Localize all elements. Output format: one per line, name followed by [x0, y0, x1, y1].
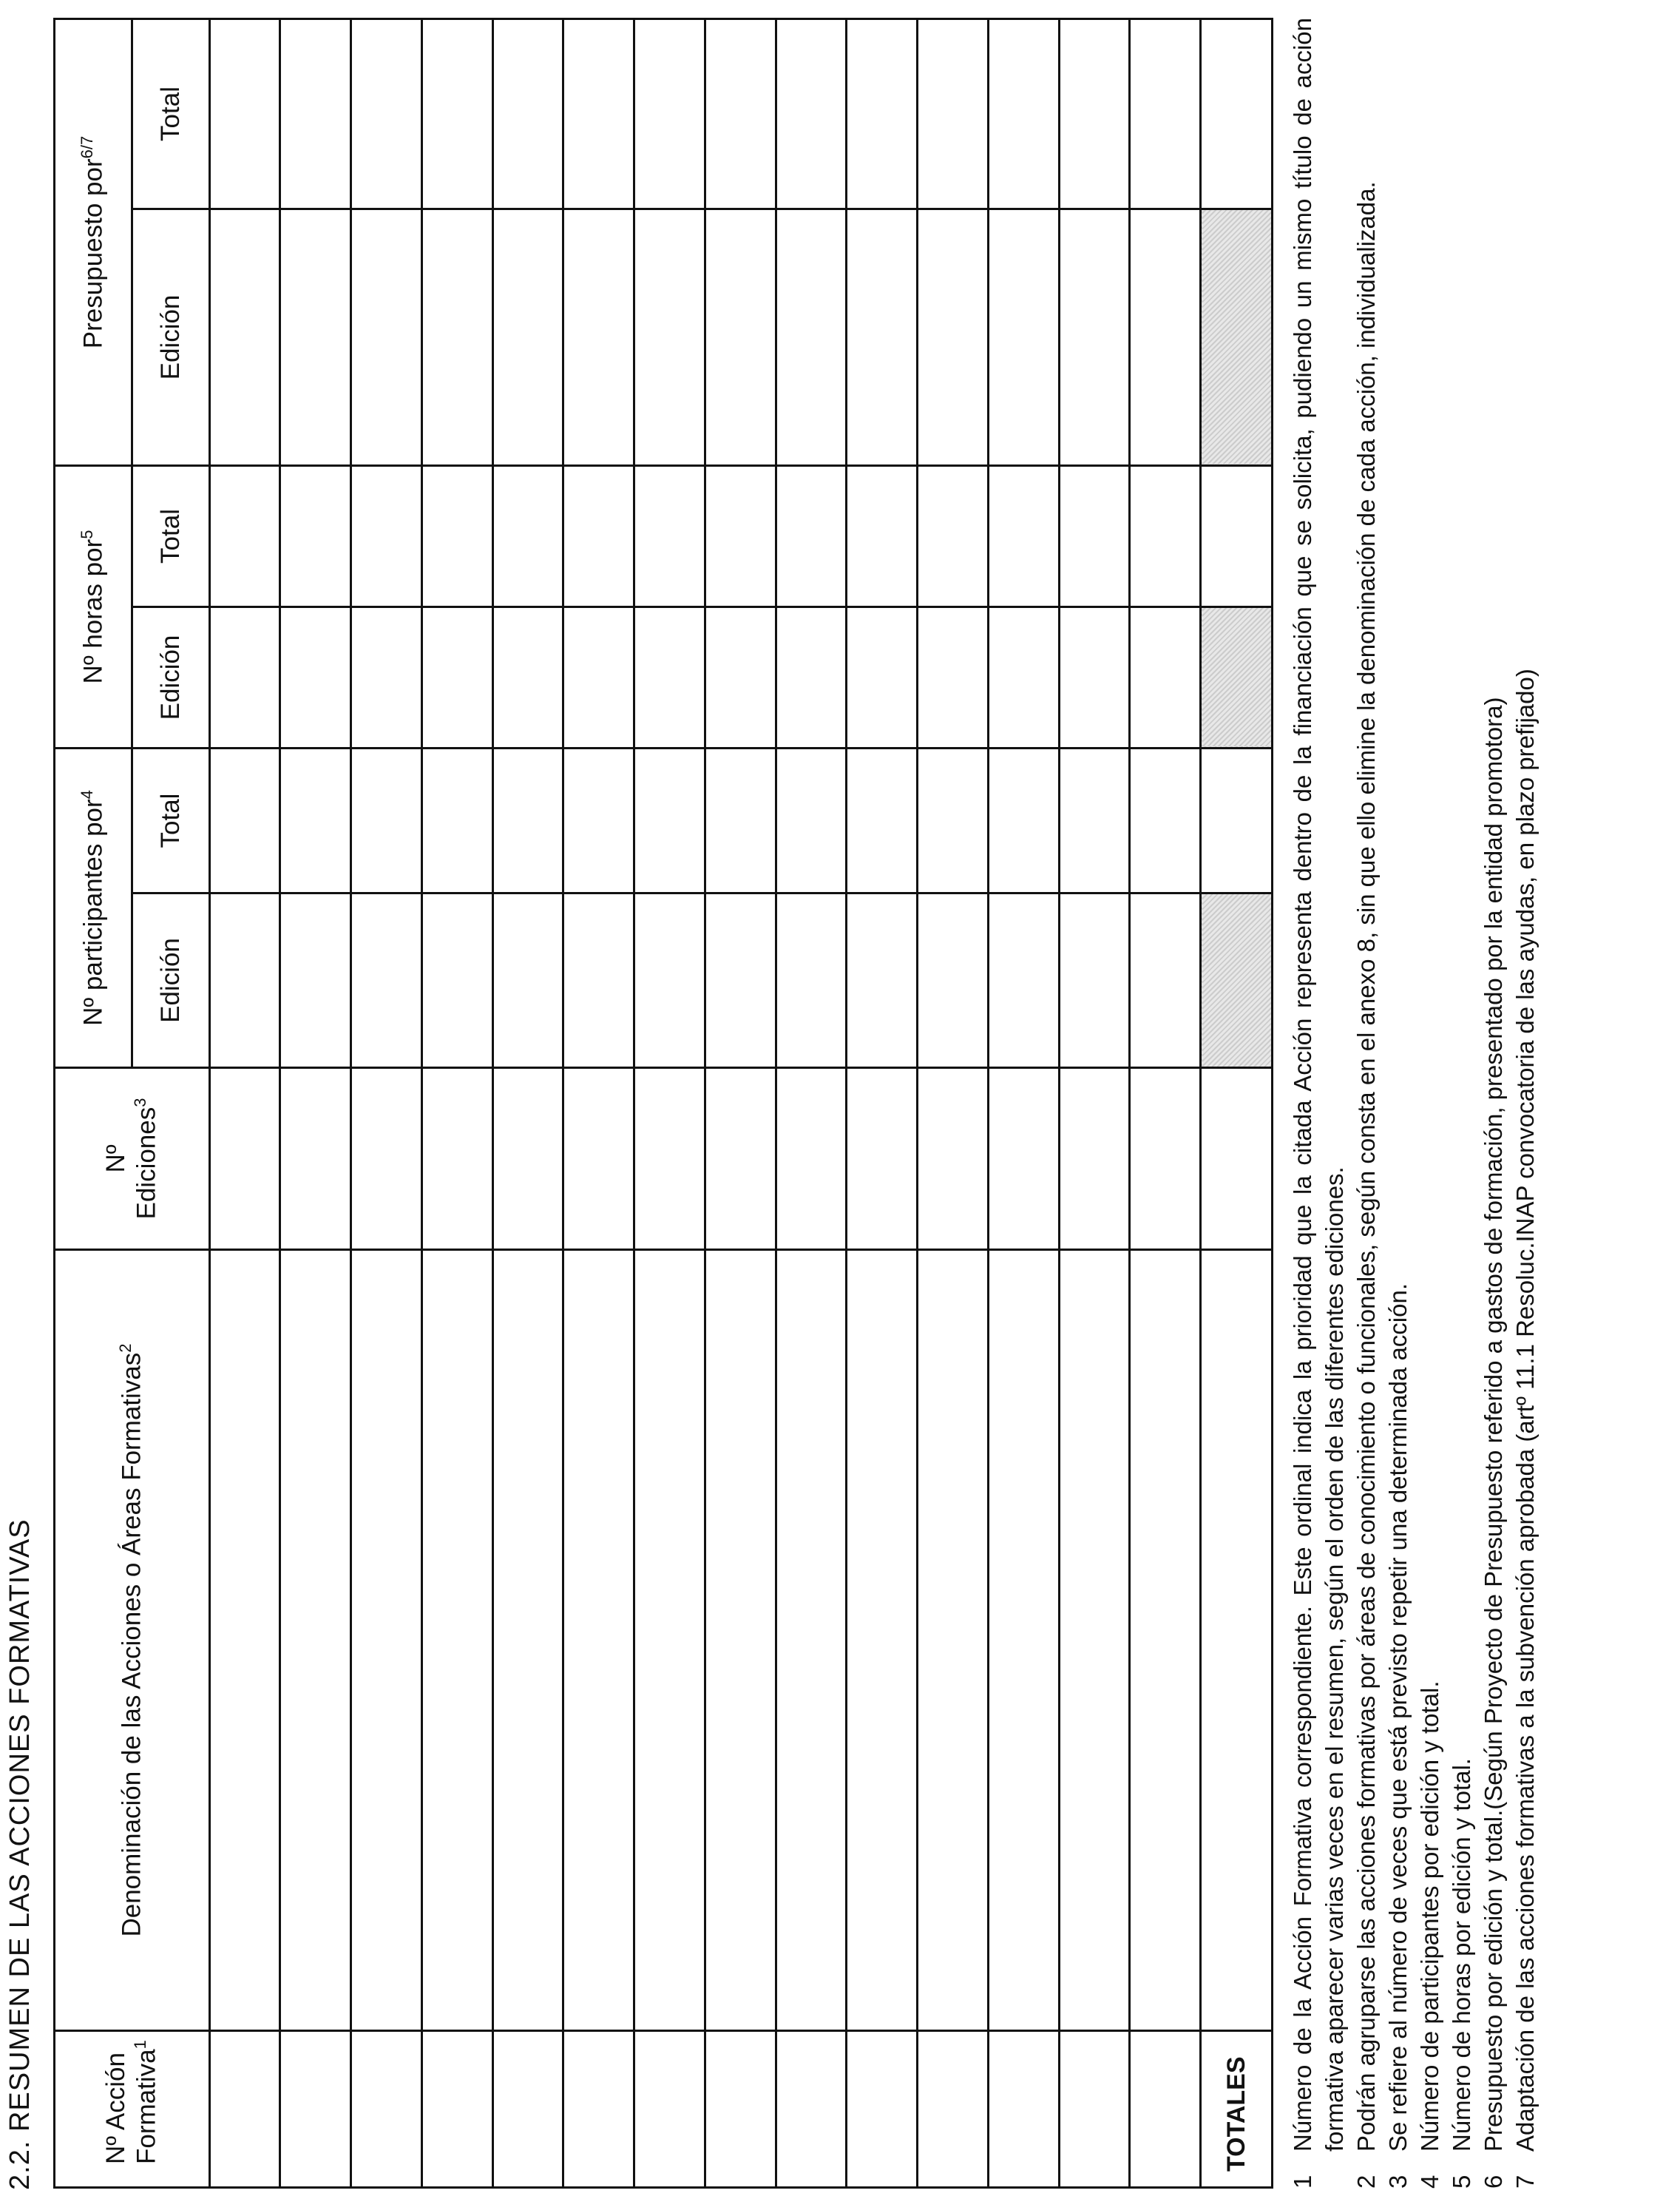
table-row — [351, 18, 422, 2187]
table-cell — [421, 748, 492, 893]
table-cell — [918, 1068, 989, 1250]
table-cell — [847, 607, 918, 748]
footnote-number: 3 — [1384, 2175, 1412, 2189]
table-cell — [492, 1250, 563, 2031]
table-cell — [705, 1068, 776, 1250]
table-row — [209, 18, 280, 2187]
table-cell — [563, 748, 634, 893]
table-cell — [847, 893, 918, 1068]
sub-edicion: Edición — [132, 893, 209, 1068]
totals-cell — [1201, 18, 1273, 209]
totals-cell — [1201, 748, 1273, 893]
table-row — [988, 18, 1059, 2187]
table-cell — [918, 748, 989, 893]
footnote-text: Se refiere al número de veces que está previsto repetir una determinada acción. — [1384, 1283, 1412, 2152]
table-cell — [988, 2031, 1059, 2188]
table-cell — [918, 465, 989, 607]
table-cell — [209, 1068, 280, 1250]
table-cell — [847, 1068, 918, 1250]
table-cell — [351, 1068, 422, 1250]
table-cell — [1130, 1068, 1201, 1250]
table-cell — [209, 18, 280, 209]
table-cell — [351, 607, 422, 748]
table-cell — [280, 209, 351, 465]
table-cell — [918, 2031, 989, 2188]
table-cell — [1059, 1068, 1130, 1250]
footnote — [1350, 18, 1382, 2189]
table-cell — [776, 209, 847, 465]
table-cell — [634, 18, 705, 209]
table-cell — [988, 465, 1059, 607]
footnote-number: 1 — [1289, 2175, 1316, 2189]
table-cell — [705, 209, 776, 465]
table-cell — [705, 748, 776, 893]
table-cell — [634, 893, 705, 1068]
table-cell — [351, 748, 422, 893]
table-row — [776, 18, 847, 2187]
table-cell — [209, 1250, 280, 2031]
footnote — [1414, 18, 1446, 2189]
sub-total: Total — [132, 748, 209, 893]
totals-cell-shaded — [1201, 607, 1273, 748]
table-cell — [421, 18, 492, 209]
table-cell — [634, 465, 705, 607]
footnote — [1287, 18, 1350, 2189]
table-cell — [1059, 18, 1130, 209]
header-row-groups — [55, 18, 132, 2187]
table-cell — [492, 748, 563, 893]
table-cell — [351, 209, 422, 465]
table-cell — [776, 1250, 847, 2031]
table-cell — [1059, 209, 1130, 465]
table-cell — [634, 2031, 705, 2188]
footnote-number: 5 — [1448, 2175, 1475, 2189]
header-presupuesto: Presupuesto por$^{6/7}$ — [55, 18, 132, 465]
table-cell — [1059, 465, 1130, 607]
table-cell — [988, 1250, 1059, 2031]
table-cell — [705, 1250, 776, 2031]
totals-cell — [1201, 1068, 1273, 1250]
table-cell — [280, 1068, 351, 1250]
table-cell — [776, 18, 847, 209]
table-cell — [988, 18, 1059, 209]
table-cell — [776, 748, 847, 893]
table-cell — [421, 1068, 492, 1250]
table-cell — [563, 1068, 634, 1250]
table-row — [1059, 18, 1130, 2187]
table-cell — [776, 1068, 847, 1250]
table-cell — [209, 607, 280, 748]
table-cell — [563, 2031, 634, 2188]
table-cell — [1059, 2031, 1130, 2188]
table-cell — [280, 893, 351, 1068]
summary-table — [53, 18, 1273, 2189]
table-cell — [492, 1068, 563, 1250]
table-cell — [563, 1250, 634, 2031]
sub-total: Total — [132, 18, 209, 209]
header-denominacion: Denominación de las Acciones o Áreas Formativas$^2$ — [55, 1250, 210, 2031]
table-cell — [776, 465, 847, 607]
totals-cell-shaded — [1201, 209, 1273, 465]
sub-total: Total — [132, 465, 209, 607]
table-cell — [705, 893, 776, 1068]
header-participantes: Nº participantes por$^4$ — [55, 748, 132, 1067]
footnote — [1477, 18, 1509, 2189]
table-cell — [847, 1250, 918, 2031]
section-title: 2.2. RESUMEN DE LAS ACCIONES FORMATIVAS — [4, 1518, 35, 2190]
table-cell — [988, 748, 1059, 893]
table-cell — [1130, 18, 1201, 209]
footnote-number: 6 — [1480, 2175, 1507, 2189]
table-cell — [492, 607, 563, 748]
table-cell — [1130, 209, 1201, 465]
table-cell — [563, 18, 634, 209]
table-cell — [776, 2031, 847, 2188]
table-cell — [847, 748, 918, 893]
table-cell — [209, 209, 280, 465]
table-cell — [421, 209, 492, 465]
table-cell — [563, 465, 634, 607]
table-cell — [492, 893, 563, 1068]
table-row — [492, 18, 563, 2187]
table-cell — [351, 1250, 422, 2031]
table-cell — [1130, 893, 1201, 1068]
table-cell — [421, 1250, 492, 2031]
table-cell — [988, 209, 1059, 465]
table-cell — [705, 465, 776, 607]
table-cell — [705, 2031, 776, 2188]
table-cell — [918, 18, 989, 209]
table-row — [705, 18, 776, 2187]
table-row — [918, 18, 989, 2187]
table-cell — [634, 1250, 705, 2031]
table-cell — [847, 2031, 918, 2188]
table-cell — [351, 2031, 422, 2188]
table-cell — [1130, 607, 1201, 748]
footnote — [1382, 18, 1414, 2189]
table-row — [847, 18, 918, 2187]
table-cell — [563, 893, 634, 1068]
table-cell — [988, 893, 1059, 1068]
table-cell — [421, 465, 492, 607]
footnote-text: Número de horas por edición y total. — [1448, 1758, 1475, 2152]
table-cell — [918, 209, 989, 465]
footnote — [1509, 18, 1541, 2189]
table-cell — [634, 607, 705, 748]
table-cell — [634, 1068, 705, 1250]
table-cell — [351, 893, 422, 1068]
footnote-text: Presupuesto por edición y total.(Según Proyecto de Presupuesto referido a gastos de formación, presentado por la entidad promotora) — [1480, 697, 1507, 2152]
table-cell — [1059, 893, 1130, 1068]
totals-cell-shaded — [1201, 893, 1273, 1068]
header-horas: Nº horas por$^5$ — [55, 465, 132, 748]
table-row — [634, 18, 705, 2187]
table-cell — [563, 607, 634, 748]
table-row — [1130, 18, 1201, 2187]
table-row — [280, 18, 351, 2187]
footnote-text: Adaptación de las acciones formativas a la subvención aprobada (artº 11.1 Resoluc.INAP convocatoria de las ayudas, en plazo prefijado) — [1511, 669, 1539, 2152]
footnotes — [1287, 18, 1541, 2189]
table-body — [209, 18, 1201, 2187]
footnote — [1446, 18, 1477, 2189]
table-cell — [421, 2031, 492, 2188]
footnote-number: 7 — [1511, 2175, 1539, 2189]
table-cell — [280, 465, 351, 607]
header-ediciones: Nº Ediciones$^3$ — [55, 1068, 210, 1250]
table-cell — [918, 1250, 989, 2031]
footnote-number: 2 — [1352, 2175, 1380, 2189]
table-cell — [847, 465, 918, 607]
table-cell — [1130, 1250, 1201, 2031]
table-cell — [634, 209, 705, 465]
footnote-text: Número de participantes por edición y total. — [1416, 1680, 1443, 2152]
footnote-text: Número de la Acción Formativa correspondiente. Este ordinal indica la prioridad que la citada Acción representa dentro de la financiación que se solicita, pudiendo un mismo título de acción formativa aparecer varias veces en el resumen, según el orden de las diferentes ediciones. — [1289, 18, 1348, 2152]
table-cell — [776, 893, 847, 1068]
table-row — [421, 18, 492, 2187]
totals-row — [1201, 18, 1273, 2187]
table-cell — [1059, 607, 1130, 748]
table-cell — [280, 607, 351, 748]
table-cell — [492, 465, 563, 607]
table-row — [563, 18, 634, 2187]
table-cell — [421, 607, 492, 748]
table-cell — [280, 748, 351, 893]
table-cell — [1130, 465, 1201, 607]
table-cell — [209, 2031, 280, 2188]
table-cell — [1130, 748, 1201, 893]
table-cell — [421, 893, 492, 1068]
table-cell — [918, 893, 989, 1068]
table-cell — [847, 18, 918, 209]
table-cell — [705, 607, 776, 748]
table-cell — [847, 209, 918, 465]
footnote-text: Podrán agruparse las acciones formativas por áreas de conocimiento o funcionales, según consta en el anexo 8, sin que ello elimine la denominación de cada acción, individualizada. — [1352, 181, 1380, 2152]
table-cell — [280, 18, 351, 209]
table-cell — [563, 209, 634, 465]
table-cell — [492, 18, 563, 209]
table-cell — [209, 465, 280, 607]
table-cell — [280, 2031, 351, 2188]
table-cell — [492, 209, 563, 465]
table-cell — [1059, 748, 1130, 893]
table-cell — [918, 607, 989, 748]
table-cell — [209, 748, 280, 893]
table-cell — [1059, 1250, 1130, 2031]
footnote-number: 4 — [1416, 2175, 1443, 2189]
header-accion: Nº Acción Formativa$^1$ — [55, 2031, 210, 2188]
table-cell — [209, 893, 280, 1068]
table-cell — [1130, 2031, 1201, 2188]
sub-edicion: Edición — [132, 209, 209, 465]
table-cell — [351, 465, 422, 607]
table-cell — [705, 18, 776, 209]
table-cell — [492, 2031, 563, 2188]
totals-label: TOTALES — [1201, 2031, 1273, 2188]
table-cell — [634, 748, 705, 893]
table-cell — [351, 18, 422, 209]
totals-cell — [1201, 465, 1273, 607]
table-cell — [776, 607, 847, 748]
sub-edicion: Edición — [132, 607, 209, 748]
table-cell — [280, 1250, 351, 2031]
table-cell — [988, 1068, 1059, 1250]
table-cell — [988, 607, 1059, 748]
totals-cell — [1201, 1250, 1273, 2031]
